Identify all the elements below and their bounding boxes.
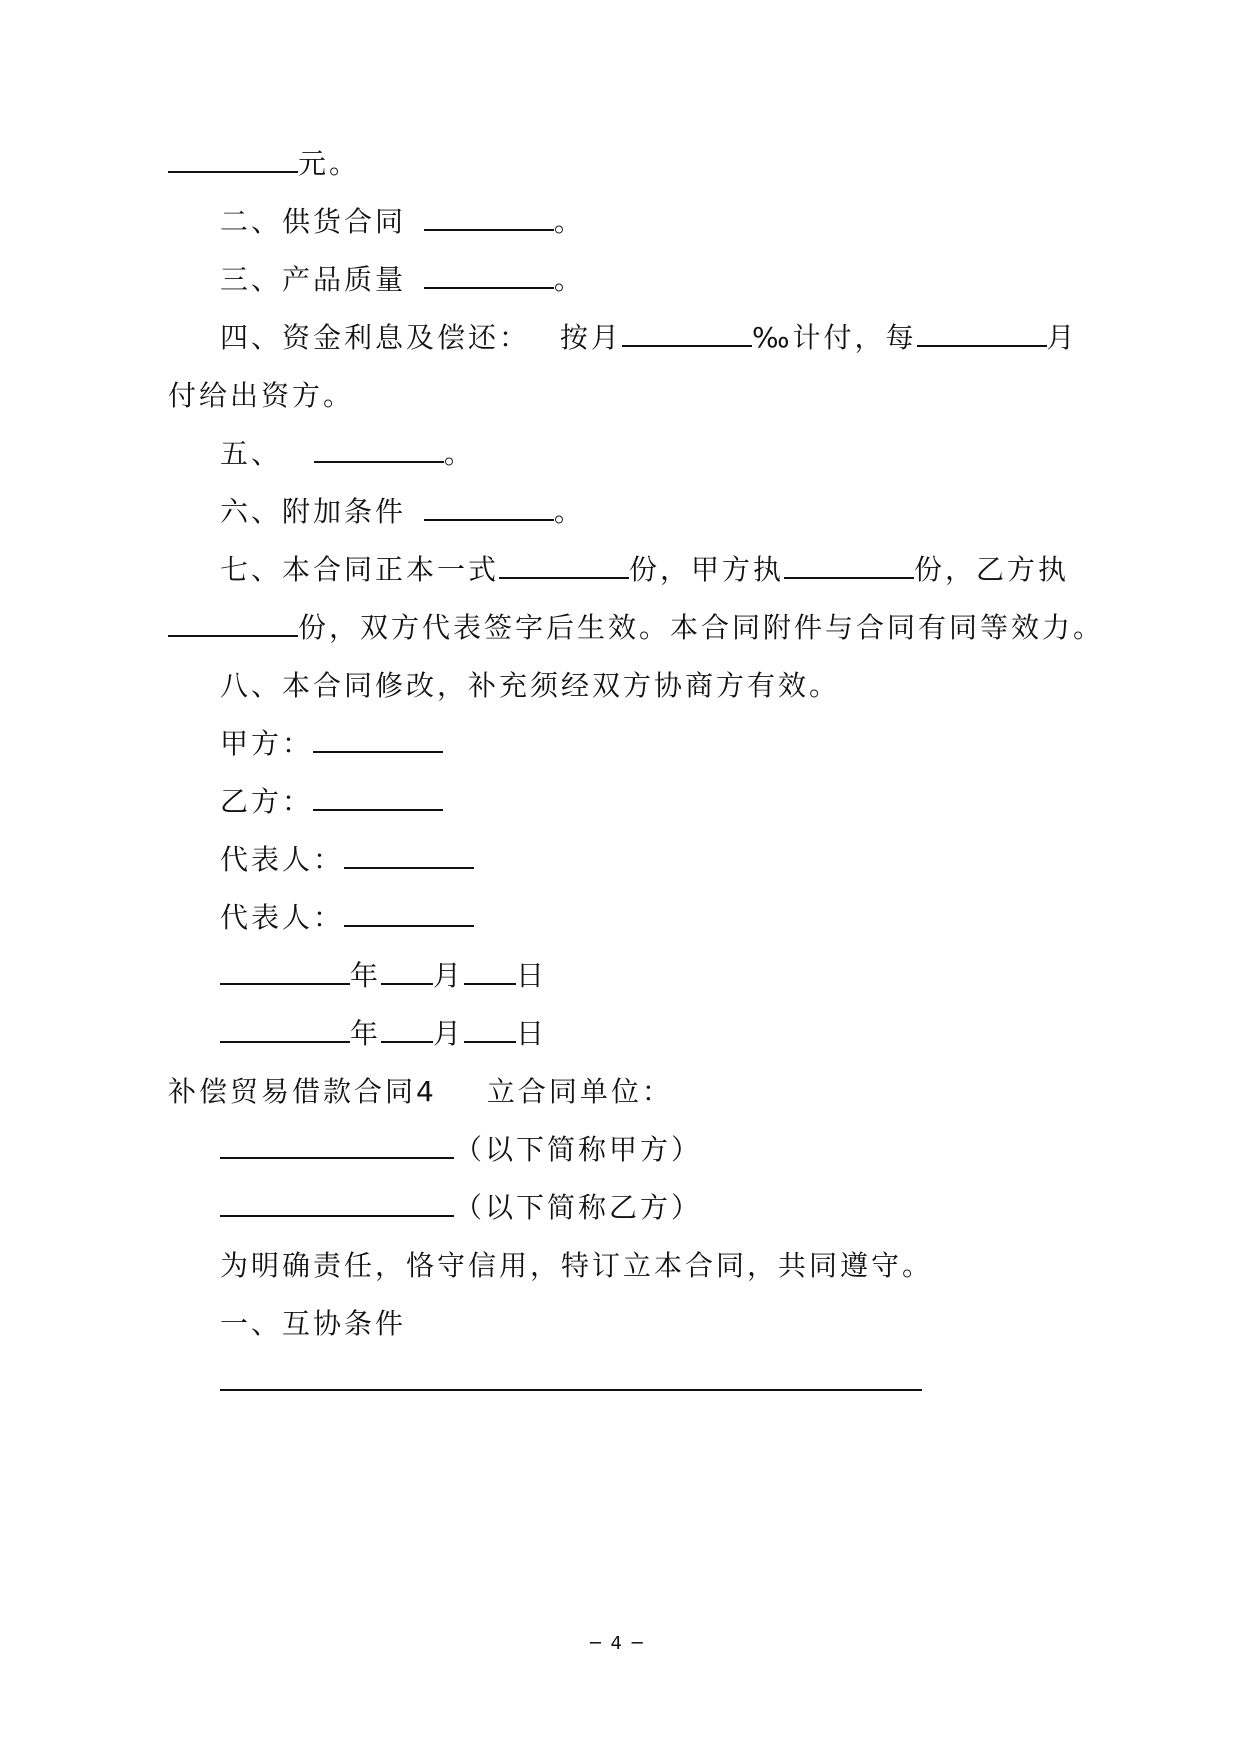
clause-7-continued bbox=[168, 608, 1104, 648]
text-segment: 八、本合同修改，补充须经双方协商方有效。 bbox=[220, 669, 841, 702]
text-segment: 。 bbox=[553, 263, 585, 296]
clause-6-additional-terms bbox=[220, 492, 585, 532]
blank-field bbox=[220, 1189, 454, 1217]
representative-b-signature bbox=[220, 898, 474, 938]
blank-field bbox=[424, 203, 554, 231]
text-segment: 立合同单位： bbox=[486, 1075, 673, 1108]
text-segment: 。 bbox=[553, 205, 585, 238]
blank-field bbox=[464, 1015, 516, 1043]
blank-field bbox=[622, 319, 752, 347]
field-label: 甲方： bbox=[220, 727, 314, 760]
clause-8-amendment bbox=[220, 666, 840, 706]
text-segment: 份，甲方执 bbox=[629, 553, 785, 586]
blank-field bbox=[381, 1015, 433, 1043]
field-label: 代表人： bbox=[220, 843, 345, 876]
blank-field bbox=[313, 783, 443, 811]
clause-label: 二、供货合同 bbox=[220, 205, 407, 238]
date-year-label: 年 bbox=[350, 959, 382, 992]
date-day-label: 日 bbox=[516, 959, 548, 992]
text-segment: 。 bbox=[553, 495, 585, 528]
text-segment: 月 bbox=[1046, 321, 1078, 354]
clause-2-supply-contract bbox=[220, 202, 585, 242]
text-segment: 付给出资方。 bbox=[168, 379, 355, 412]
blank-field bbox=[313, 725, 443, 753]
party-a-definition bbox=[220, 1130, 702, 1170]
representative-a-signature bbox=[220, 840, 474, 880]
clause-label: 六、附加条件 bbox=[220, 495, 407, 528]
text-segment: 。 bbox=[443, 437, 475, 470]
blank-field bbox=[220, 1363, 922, 1391]
date-day-label: 日 bbox=[516, 1017, 548, 1050]
text-segment: （以下简称甲方） bbox=[454, 1133, 703, 1166]
date-year-label: 年 bbox=[350, 1017, 382, 1050]
field-label: 乙方： bbox=[220, 785, 314, 818]
blank-field bbox=[464, 957, 516, 985]
blank-field bbox=[424, 493, 554, 521]
clause-label: 三、产品质量 bbox=[220, 263, 407, 296]
text-segment: 七、本合同正本一式 bbox=[220, 553, 500, 586]
text-segment: 按月 bbox=[559, 321, 622, 354]
section-title: 补偿贸易借款合同4 bbox=[168, 1075, 437, 1108]
date-line-b bbox=[220, 1014, 547, 1054]
blank-field bbox=[424, 261, 554, 289]
blank-field bbox=[344, 899, 474, 927]
clause-4-continued bbox=[168, 376, 354, 416]
text-segment: ‰计付，每 bbox=[751, 321, 917, 354]
text-segment: （以下简称乙方） bbox=[454, 1191, 703, 1224]
page-number: ─ 4 ─ bbox=[590, 1633, 645, 1654]
date-month-label: 月 bbox=[433, 1017, 465, 1050]
blank-field bbox=[784, 551, 914, 579]
blank-field bbox=[314, 435, 444, 463]
party-b-signature bbox=[220, 782, 443, 822]
text-segment: 份，双方代表签字后生效。本合同附件与合同有同等效力。 bbox=[298, 611, 1105, 644]
party-a-signature bbox=[220, 724, 443, 764]
date-line-a bbox=[220, 956, 547, 996]
clause-label: 五、 bbox=[220, 437, 283, 470]
section-heading-contract-4 bbox=[168, 1072, 673, 1112]
blank-field bbox=[220, 1131, 454, 1159]
party-b-definition bbox=[220, 1188, 702, 1228]
blank-field bbox=[168, 145, 298, 173]
clause-label: 四、资金利息及偿还： bbox=[220, 321, 531, 354]
contract-line-amount bbox=[168, 144, 360, 184]
clause-4-interest-repayment bbox=[220, 318, 1078, 358]
blank-field bbox=[168, 609, 298, 637]
blank-field bbox=[917, 319, 1047, 347]
preamble bbox=[220, 1246, 933, 1286]
clause-1-heading bbox=[220, 1304, 406, 1344]
clause-3-product-quality bbox=[220, 260, 585, 300]
text-segment: 元。 bbox=[298, 147, 361, 180]
blank-field bbox=[220, 957, 350, 985]
blank-field bbox=[344, 841, 474, 869]
clause-5 bbox=[220, 434, 475, 474]
text-segment: 份，乙方执 bbox=[914, 553, 1070, 586]
text-segment: 为明确责任，恪守信用，特订立本合同，共同遵守。 bbox=[220, 1249, 934, 1282]
field-label: 代表人： bbox=[220, 901, 345, 934]
clause-7-copies bbox=[220, 550, 1069, 590]
date-month-label: 月 bbox=[433, 959, 465, 992]
blank-field bbox=[381, 957, 433, 985]
clause-1-fill-line bbox=[220, 1362, 922, 1402]
blank-field bbox=[499, 551, 629, 579]
clause-label: 一、互协条件 bbox=[220, 1307, 407, 1340]
blank-field bbox=[220, 1015, 350, 1043]
